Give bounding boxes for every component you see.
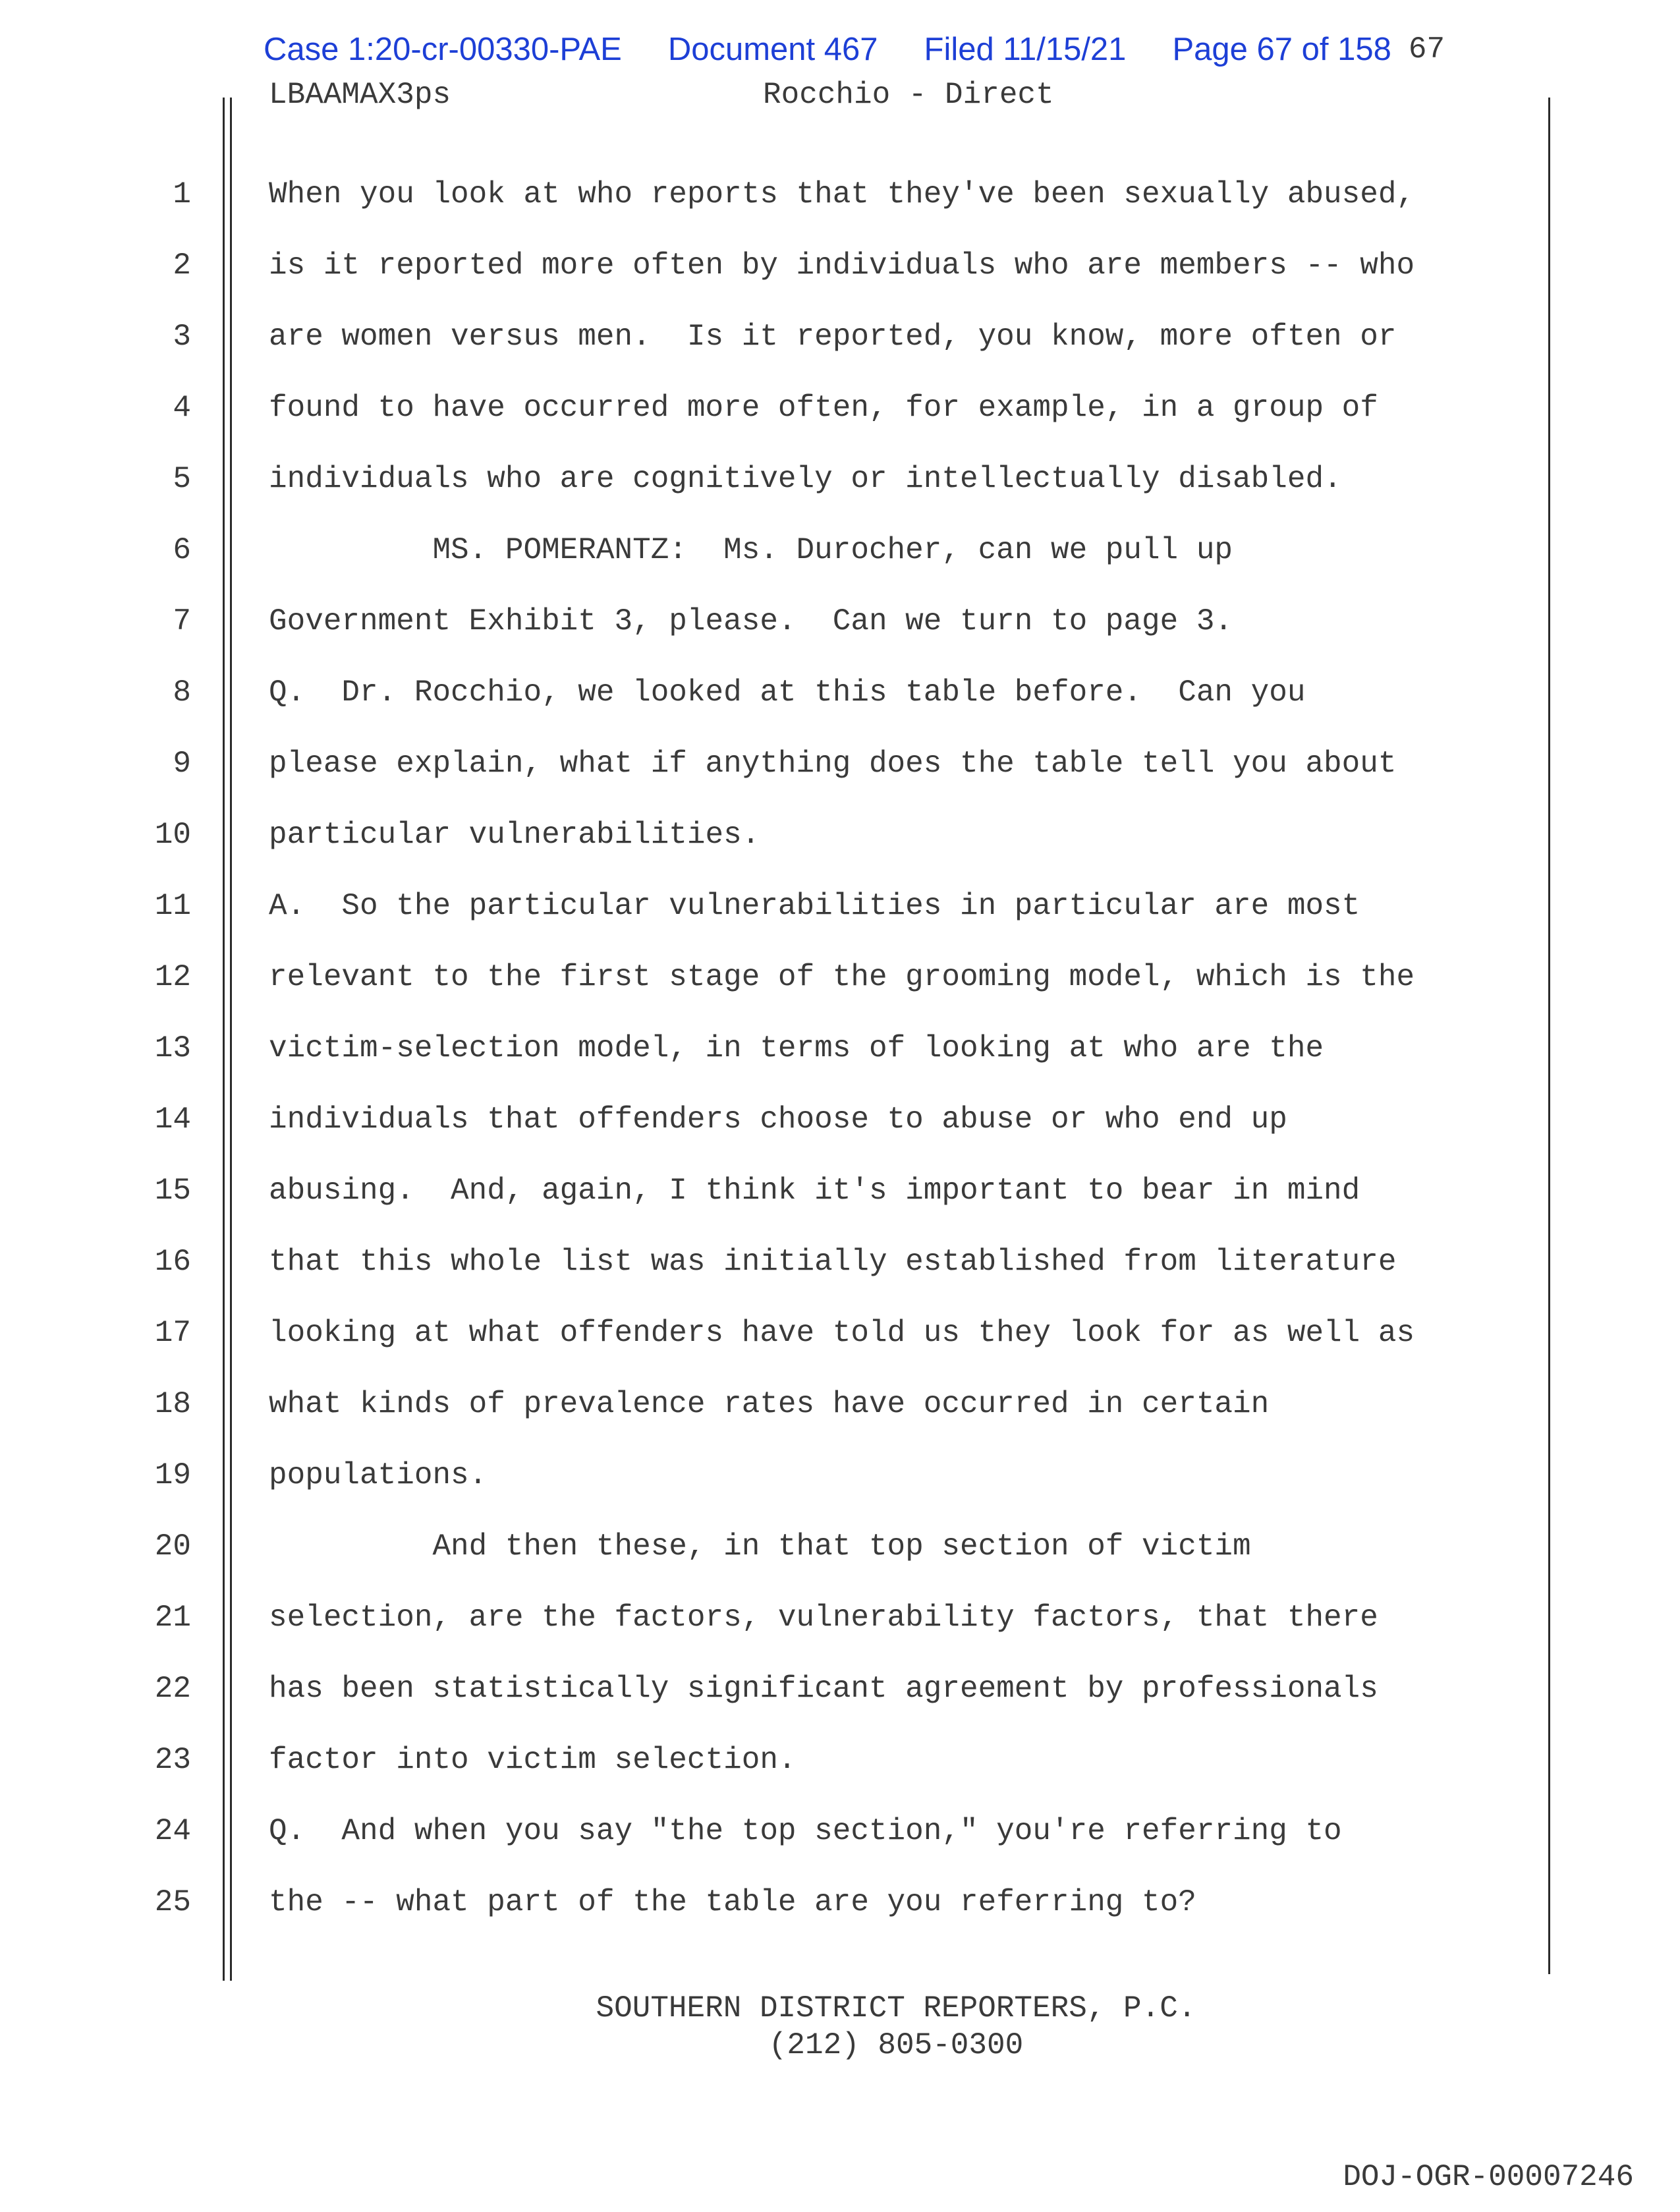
line-number: 17 xyxy=(154,1316,191,1350)
line-number: 1 xyxy=(173,177,191,212)
transcript-line xyxy=(0,737,1680,808)
line-number: 19 xyxy=(154,1458,191,1492)
line-text: has been statistically significant agreement by professionals xyxy=(269,1672,1378,1706)
transcript-line xyxy=(0,595,1680,666)
transcript-line xyxy=(0,808,1680,880)
transcript-line xyxy=(0,1378,1680,1449)
line-number: 14 xyxy=(154,1102,191,1137)
transcript-line xyxy=(0,1093,1680,1164)
line-text: the -- what part of the table are you referring to? xyxy=(269,1885,1196,1919)
transcript-line xyxy=(0,1449,1680,1520)
transcript-line xyxy=(0,880,1680,951)
transcript-line xyxy=(0,1307,1680,1378)
transcript-line xyxy=(0,951,1680,1022)
line-number: 3 xyxy=(173,320,191,354)
line-number: 16 xyxy=(154,1245,191,1279)
line-text: particular vulnerabilities. xyxy=(269,818,760,852)
line-number: 2 xyxy=(173,248,191,283)
line-number: 24 xyxy=(154,1814,191,1848)
original-page-number: 67 xyxy=(1408,32,1445,67)
line-text: relevant to the first stage of the grooming model, which is the xyxy=(269,960,1415,994)
line-text: individuals who are cognitively or intellectually disabled. xyxy=(269,462,1342,496)
transcript-line xyxy=(0,666,1680,737)
document-number: Document 467 xyxy=(667,32,878,67)
filed-date: Filed 11/15/21 xyxy=(924,32,1127,67)
witness-examination: Rocchio - Direct xyxy=(763,78,1054,112)
line-text: found to have occurred more often, for example, in a group of xyxy=(269,391,1378,425)
transcript-line xyxy=(0,239,1680,310)
transcript-line xyxy=(0,1662,1680,1734)
line-number: 18 xyxy=(154,1387,191,1421)
line-text: are women versus men. Is it reported, you know, more often or xyxy=(269,320,1397,354)
transcript-body xyxy=(0,168,1680,1947)
line-number: 21 xyxy=(154,1601,191,1635)
running-header xyxy=(269,78,1389,117)
line-text: looking at what offenders have told us they look for as well as xyxy=(269,1316,1415,1350)
line-number: 5 xyxy=(173,462,191,496)
line-text: Q. And when you say "the top section," you're referring to xyxy=(269,1814,1342,1848)
line-text: Q. Dr. Rocchio, we looked at this table before. Can you xyxy=(269,675,1306,710)
line-text: factor into victim selection. xyxy=(269,1743,797,1777)
reporter-name: SOUTHERN DISTRICT REPORTERS, P.C. xyxy=(596,1991,1196,2026)
transcript-line xyxy=(0,1876,1680,1947)
line-text: is it reported more often by individuals who are members -- who xyxy=(269,248,1415,283)
line-text: abusing. And, again, I think it's important to bear in mind xyxy=(269,1174,1360,1208)
line-number: 9 xyxy=(173,747,191,781)
line-text: Government Exhibit 3, please. Can we turn to page 3. xyxy=(269,604,1233,638)
line-number: 10 xyxy=(154,818,191,852)
transcript-line xyxy=(0,1520,1680,1591)
transcript-line xyxy=(0,1805,1680,1876)
transcript-line xyxy=(0,1164,1680,1235)
line-number: 13 xyxy=(154,1031,191,1065)
transcript-line xyxy=(0,1591,1680,1662)
transcript-line xyxy=(0,1734,1680,1805)
transcript-line xyxy=(0,1235,1680,1307)
line-number: 8 xyxy=(173,675,191,710)
reporter-footer xyxy=(0,1990,1680,2064)
line-number: 20 xyxy=(154,1529,191,1564)
line-number: 11 xyxy=(154,889,191,923)
line-text: MS. POMERANTZ: Ms. Durocher, can we pull up xyxy=(269,533,1233,567)
filing-header xyxy=(264,26,1445,72)
transcript-line xyxy=(0,524,1680,595)
transcript-line xyxy=(0,310,1680,382)
line-number: 25 xyxy=(154,1885,191,1919)
line-text: And then these, in that top section of victim xyxy=(269,1529,1251,1564)
line-number: 23 xyxy=(154,1743,191,1777)
transcript-line xyxy=(0,1022,1680,1093)
transcript-line xyxy=(0,382,1680,453)
line-number: 12 xyxy=(154,960,191,994)
page-count: Page 67 of 158 xyxy=(1172,32,1391,67)
transcript-line xyxy=(0,168,1680,239)
bates-number: DOJ-OGR-00007246 xyxy=(1343,2160,1634,2194)
case-number: Case 1:20-cr-00330-PAE xyxy=(264,32,622,67)
line-number: 15 xyxy=(154,1174,191,1208)
line-text: that this whole list was initially established from literature xyxy=(269,1245,1397,1279)
line-text: individuals that offenders choose to abuse or who end up xyxy=(269,1102,1287,1137)
line-number: 6 xyxy=(173,533,191,567)
transcript-code: LBAAMAX3ps xyxy=(269,78,451,112)
line-text: victim-selection model, in terms of looking at who are the xyxy=(269,1031,1324,1065)
line-number: 7 xyxy=(173,604,191,638)
line-text: what kinds of prevalence rates have occurred in certain xyxy=(269,1387,1270,1421)
reporter-phone: (212) 805-0300 xyxy=(768,2028,1024,2062)
line-text: When you look at who reports that they've been sexually abused, xyxy=(269,177,1415,212)
transcript-line xyxy=(0,453,1680,524)
line-text: please explain, what if anything does the table tell you about xyxy=(269,747,1397,781)
line-text: A. So the particular vulnerabilities in particular are most xyxy=(269,889,1360,923)
line-text: populations. xyxy=(269,1458,488,1492)
line-text: selection, are the factors, vulnerability factors, that there xyxy=(269,1601,1378,1635)
line-number: 4 xyxy=(173,391,191,425)
line-number: 22 xyxy=(154,1672,191,1706)
